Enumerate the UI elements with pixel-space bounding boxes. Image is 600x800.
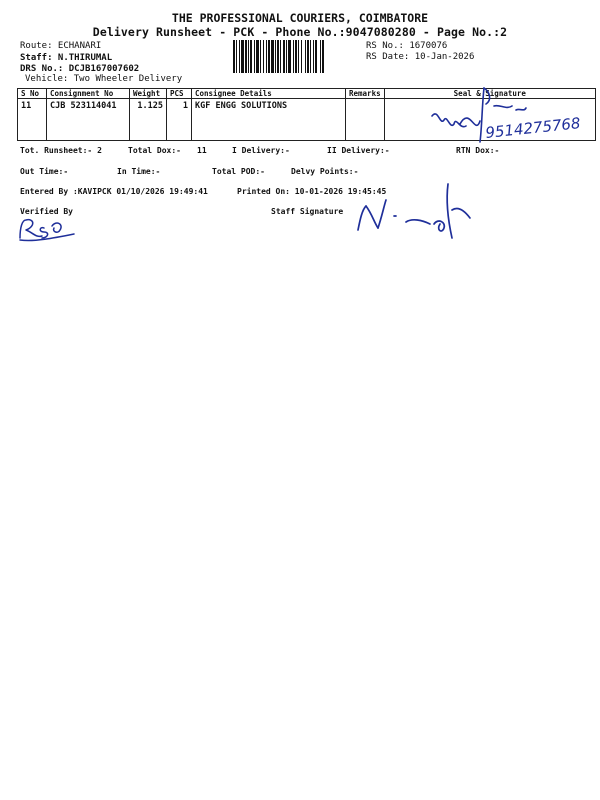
staff-signature-label: Staff Signature (271, 207, 344, 216)
delvy-points: Delvy Points:- (291, 167, 359, 176)
header-consignment: Consignment No (47, 89, 130, 99)
header-sno: S No (18, 89, 47, 99)
row-consignment-no: CJB 523114041 (47, 99, 130, 141)
header-remarks: Remarks (346, 89, 385, 99)
tot-runsheet: Tot. Runsheet:- 2 (20, 146, 102, 155)
staff-label: Staff: N.THIRUMAL (20, 53, 113, 63)
header-pcs: PCS (167, 89, 192, 99)
staff-signature-icon (352, 180, 492, 248)
total-dox: Total Dox:- (128, 146, 181, 155)
header-signature: Seal & Signature (384, 89, 595, 99)
row-consignee: KGF ENGG SOLUTIONS (192, 99, 346, 141)
header-weight: Weight (130, 89, 167, 99)
drs-number: DRS No.: DCJB167007602 (20, 64, 140, 74)
signature-phone-note: 9514275768 (484, 114, 582, 142)
rtn-dox: RTN Dox:- (456, 146, 500, 155)
total-dox-value: 11 (197, 146, 207, 155)
i-delivery: I Delivery:- (232, 146, 290, 155)
rs-number: RS No.: 1670076 (366, 41, 448, 51)
out-time: Out Time:- (20, 167, 69, 176)
vehicle-label: Vehicle: Two Wheeler Delivery (25, 74, 183, 84)
in-time: In Time:- (117, 167, 161, 176)
route-label: Route: ECHANARI (20, 41, 102, 51)
entered-by: Entered By :KAVIPCK 01/10/2026 19:49:41 (20, 187, 208, 196)
recipient-signature-icon (420, 86, 595, 148)
verified-by-label: Verified By (20, 207, 73, 216)
company-name: THE PROFESSIONAL COURIERS, COIMBATORE (171, 11, 429, 25)
rs-date: RS Date: 10-Jan-2026 (366, 52, 475, 62)
ii-delivery: II Delivery:- (327, 146, 390, 155)
row-sno: 11 (18, 99, 47, 141)
header-consignee: Consignee Details (192, 89, 346, 99)
row-remarks (346, 99, 385, 141)
barcode (232, 40, 362, 73)
runsheet-title: Delivery Runsheet - PCK - Phone No.:9047080280 - Page No.:2 (92, 25, 508, 39)
total-pod: Total POD:- (212, 167, 265, 176)
row-weight: 1.125 (130, 99, 167, 141)
printed-on: Printed On: 10-01-2026 19:45:45 (237, 187, 387, 196)
row-pcs: 1 (167, 99, 192, 141)
verified-signature-icon (14, 214, 78, 244)
